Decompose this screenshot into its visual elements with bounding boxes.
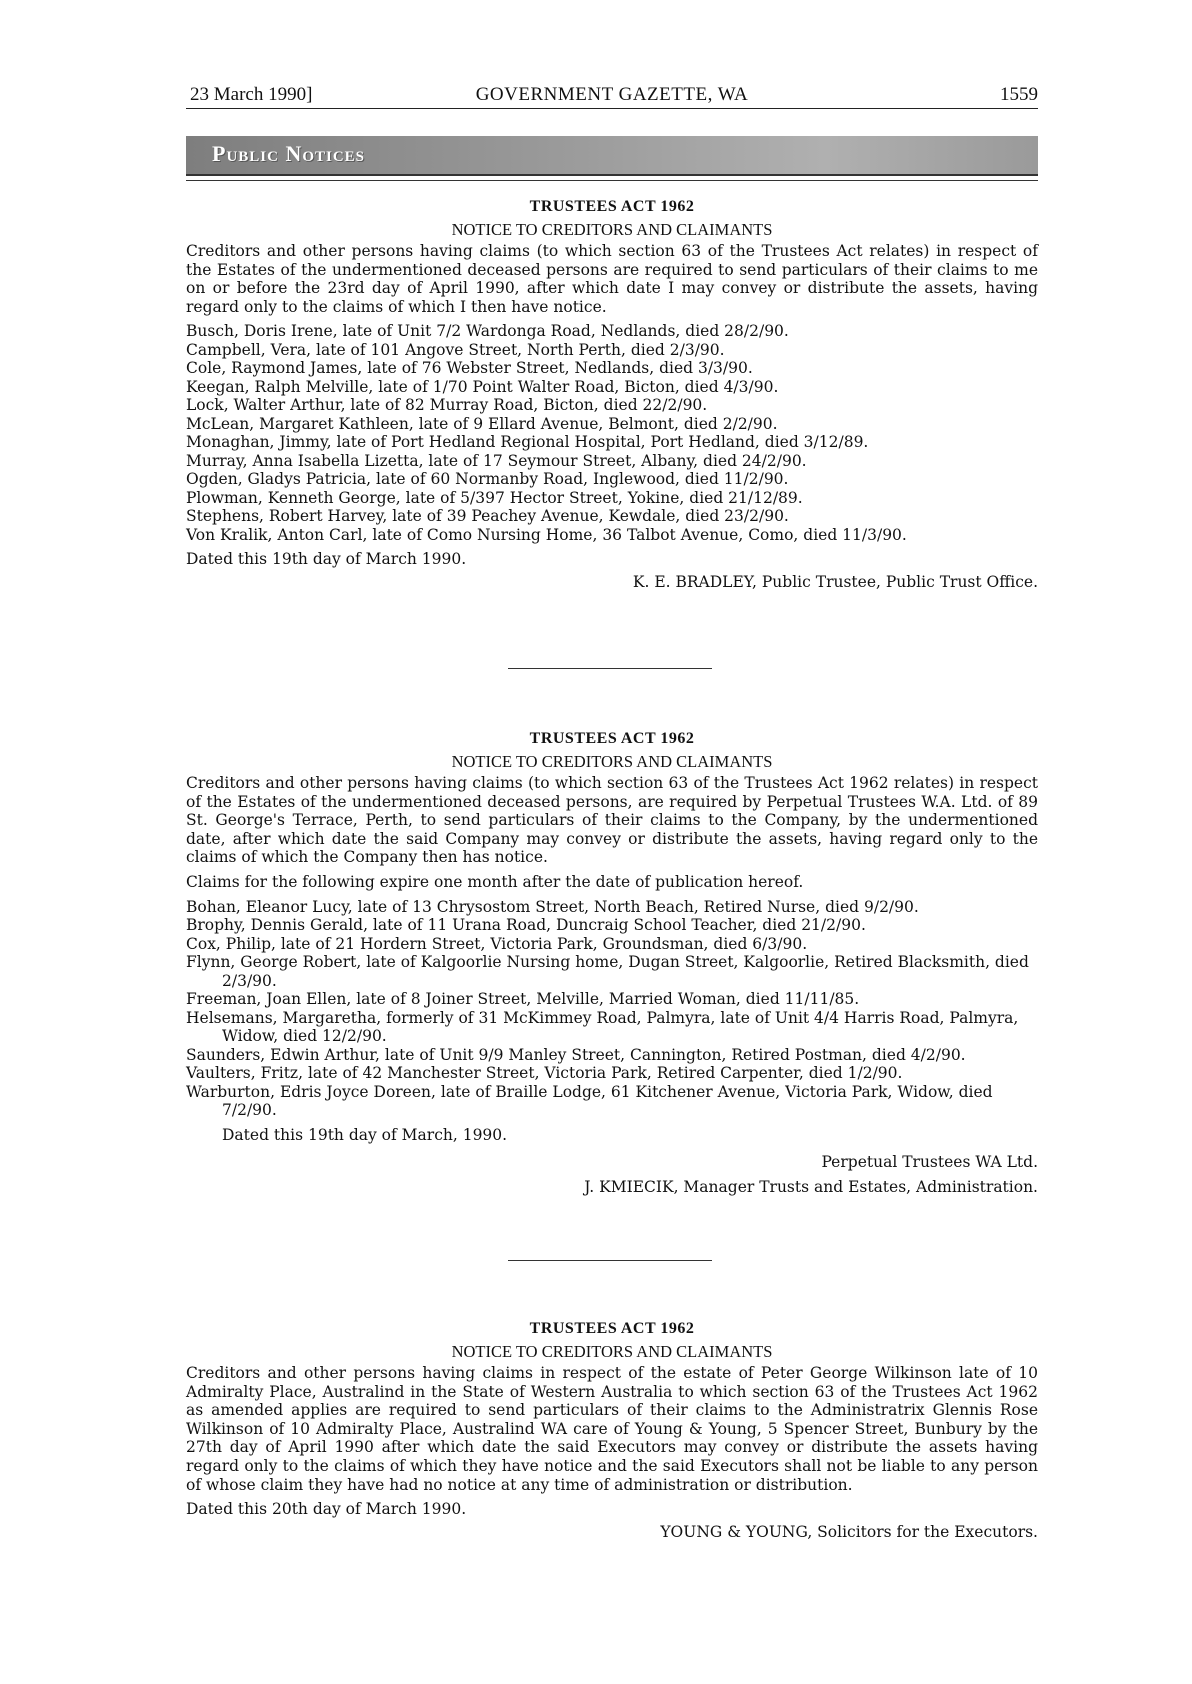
list-item: Campbell, Vera, late of 101 Angove Street, North Perth, died 2/3/90. xyxy=(186,340,725,359)
signature: YOUNG & YOUNG, Solicitors for the Executors. xyxy=(660,1523,1038,1542)
list-item: Freeman, Joan Ellen, late of 8 Joiner Street, Melville, Married Woman, died 11/11/85. xyxy=(186,990,860,1009)
deceased-list xyxy=(186,322,1038,544)
list-item: Cox, Philip, late of 21 Hordern Street, Victoria Park, Groundsman, died 6/3/90. xyxy=(186,934,808,953)
list-item: Stephens, Robert Harvey, late of 39 Peachey Avenue, Kewdale, died 23/2/90. xyxy=(186,507,789,526)
section-banner xyxy=(186,136,1038,176)
page-number: 1559 xyxy=(1000,84,1038,105)
list-item: Cole, Raymond James, late of 76 Webster Street, Nedlands, died 3/3/90. xyxy=(186,359,753,378)
list-item: Ogden, Gladys Patricia, late of 60 Normanby Road, Inglewood, died 11/2/90. xyxy=(186,470,789,489)
running-head xyxy=(186,84,1038,108)
notice-2 xyxy=(186,728,1038,1197)
notice-subtitle: NOTICE TO CREDITORS AND CLAIMANTS xyxy=(451,752,773,771)
signature-company: Perpetual Trustees WA Ltd. xyxy=(821,1152,1038,1171)
notice-1 xyxy=(186,196,1038,592)
list-item: Vaulters, Fritz, late of 42 Manchester Street, Victoria Park, Retired Carpenter, died 1/2/90. xyxy=(186,1064,903,1083)
deceased-list xyxy=(186,898,1038,1120)
dated-line: Dated this 20th day of March 1990. xyxy=(186,1500,467,1519)
list-item: Flynn, George Robert, late of Kalgoorlie Nursing home, Dugan Street, Kalgoorlie, Retired Blacksmith, died 2/3/90. xyxy=(186,953,1029,990)
list-item: Keegan, Ralph Melville, late of 1/70 Point Walter Road, Bicton, died 4/3/90. xyxy=(186,377,779,396)
notice-title: TRUSTEES ACT 1962 xyxy=(529,1320,695,1337)
list-item: Saunders, Edwin Arthur, late of Unit 9/9 Manley Street, Cannington, Retired Postman, died 4/2/90. xyxy=(186,1045,966,1064)
header-rule xyxy=(186,108,1038,109)
publication-title: GOVERNMENT GAZETTE, WA xyxy=(475,84,749,105)
list-item: Busch, Doris Irene, late of Unit 7/2 Wardonga Road, Nedlands, died 28/2/90. xyxy=(186,322,789,341)
list-item: Brophy, Dennis Gerald, late of 11 Urana Road, Duncraig School Teacher, died 21/2/90. xyxy=(186,916,866,935)
separator-rule xyxy=(508,1260,712,1261)
list-item: Warburton, Edris Joyce Doreen, late of Braille Lodge, 61 Kitchener Avenue, Victoria Park, Widow, died 7/2/90. xyxy=(186,1082,993,1120)
list-item: Helsemans, Margaretha, formerly of 31 McKimmey Road, Palmyra, late of Unit 4/4 Harris Road, Palmyra, Widow, died 12/2/90. xyxy=(186,1008,1019,1046)
section-banner-label: Public Notices xyxy=(212,141,366,166)
separator-rule xyxy=(508,668,712,669)
signature: K. E. BRADLEY, Public Trustee, Public Trust Office. xyxy=(632,573,1038,592)
list-item: McLean, Margaret Kathleen, late of 9 Ellard Avenue, Belmont, died 2/2/90. xyxy=(186,414,778,433)
notice-intro: Creditors and other persons having claims (to which section 63 of the Trustees Act relates) in respect of the Estates of the undermentioned deceased persons are required to send particulars of their claims to me on or before the 23rd day of April 1990, after which date I may convey or distribute the assets, having regard only to the claims of which I then have notice. xyxy=(186,242,1038,316)
dated-line: Dated this 19th day of March 1990. xyxy=(186,550,467,569)
notice-subtitle: NOTICE TO CREDITORS AND CLAIMANTS xyxy=(451,1342,773,1361)
list-item: Lock, Walter Arthur, late of 82 Murray Road, Bicton, died 22/2/90. xyxy=(186,396,708,415)
claims-note: Claims for the following expire one month after the date of publication hereof. xyxy=(186,872,804,891)
issue-date: 23 March 1990] xyxy=(190,84,313,105)
list-item: Plowman, Kenneth George, late of 5/397 Hector Street, Yokine, died 21/12/89. xyxy=(186,488,803,507)
notice-title: TRUSTEES ACT 1962 xyxy=(529,730,695,747)
notice-intro: Creditors and other persons having claims in respect of the estate of Peter George Wilkinson late of 10 Admiralty Place, Australind in the State of Western Australia to which section 63 of the Trustees Act 1962 as amended applies are required to send particulars of their claims to the Administratrix Glennis Rose Wilkinson of 10 Admiralty Place, Australind WA care of Young & Young, 5 Spencer Street, Bunbury by the 27th day of April 1990 after which date the said Executors may convey or distribute the assets having regard only to the claims of which they have notice and the said Executors shall not be liable to any person of whose claim they have had no notice at any time of administration or distribution. xyxy=(186,1364,1038,1494)
notice-3 xyxy=(186,1318,1038,1542)
notice-title: TRUSTEES ACT 1962 xyxy=(529,198,695,215)
banner-rule xyxy=(186,180,1038,181)
list-item: Monaghan, Jimmy, late of Port Hedland Regional Hospital, Port Hedland, died 3/12/89. xyxy=(186,433,869,452)
notice-subtitle: NOTICE TO CREDITORS AND CLAIMANTS xyxy=(451,220,773,239)
list-item: Von Kralik, Anton Carl, late of Como Nursing Home, 36 Talbot Avenue, Como, died 11/3/90. xyxy=(186,525,907,544)
dated-line: Dated this 19th day of March, 1990. xyxy=(222,1125,508,1144)
list-item: Murray, Anna Isabella Lizetta, late of 17 Seymour Street, Albany, died 24/2/90. xyxy=(186,451,807,470)
list-item: Bohan, Eleanor Lucy, late of 13 Chrysostom Street, North Beach, Retired Nurse, died 9/2/90. xyxy=(186,897,919,916)
signature: J. KMIECIK, Manager Trusts and Estates, Administration. xyxy=(584,1177,1038,1196)
notice-intro: Creditors and other persons having claims (to which section 63 of the Trustees Act 1962 relates) in respect of the Estates of the undermentioned deceased persons, are required by Perpetual Trustees W.A. Ltd. of 89 St. George's Terrace, Perth, to send particulars of their claims to the Company, by the undermentioned date, after which date the said Company may convey or distribute the assets, having regard only to the claims of which the Company then has notice. xyxy=(186,774,1038,867)
